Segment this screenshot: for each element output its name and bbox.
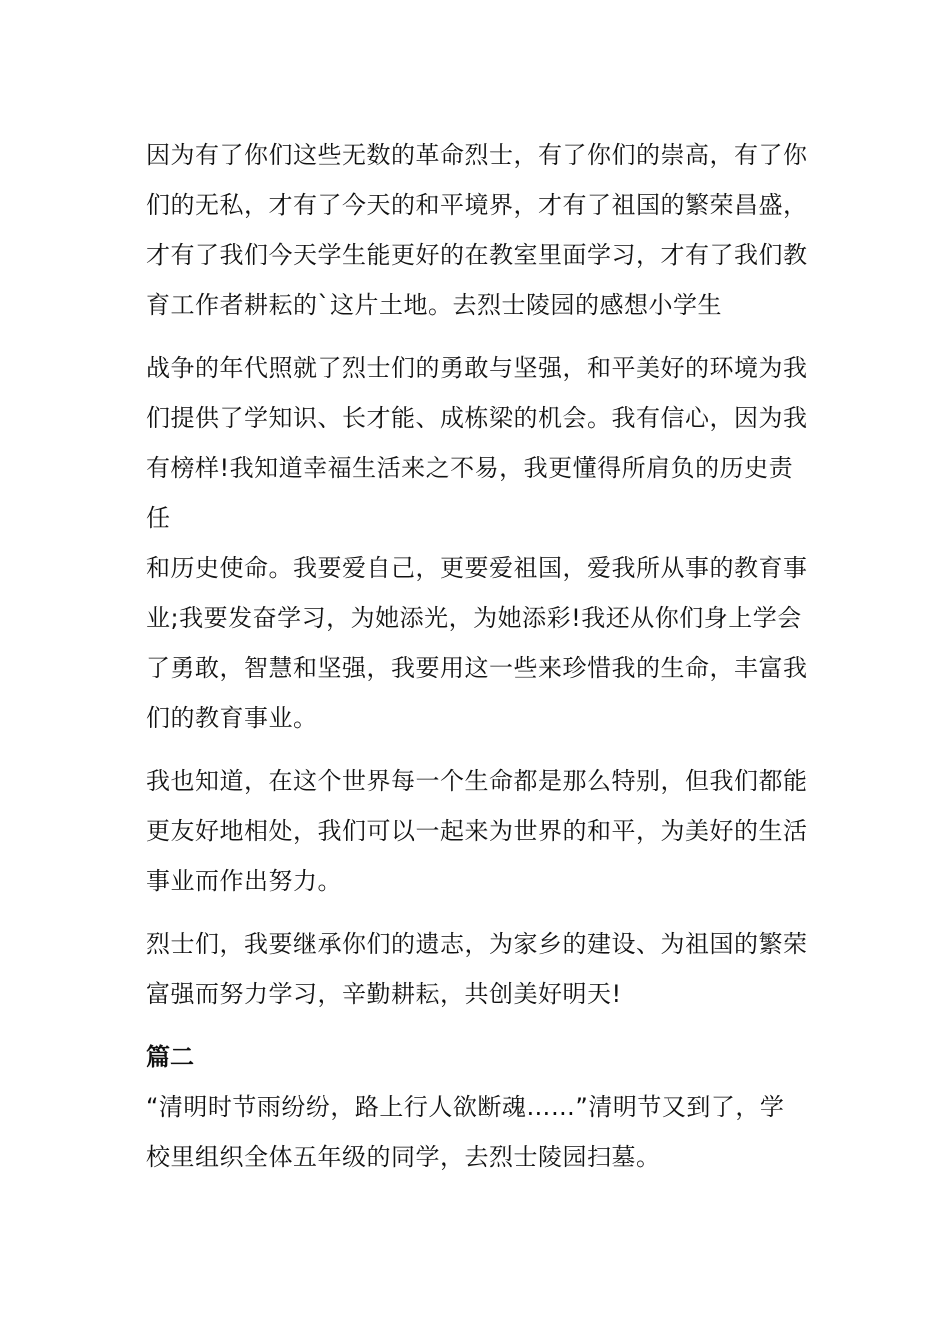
section-heading: 篇二 bbox=[146, 1043, 194, 1071]
text-line: 和历史使命。我要爱自己，更要爱祖国，爱我所从事的教育事 bbox=[146, 554, 808, 582]
text-line: 才有了我们今天学生能更好的在教室里面学习，才有了我们教 bbox=[146, 241, 808, 269]
text-line: “清明时节雨纷纷，路上行人欲断魂……”清明节又到了，学 bbox=[146, 1093, 785, 1121]
text-line: 们的无私，才有了今天的和平境界，才有了祖国的繁荣昌盛， bbox=[146, 191, 808, 219]
paragraph-2 bbox=[146, 343, 811, 743]
document-body bbox=[146, 130, 811, 1182]
text-line: 有榜样!我知道幸福生活来之不易，我更懂得所肩负的历史责任 bbox=[146, 454, 794, 532]
paragraph-3 bbox=[146, 756, 811, 906]
paragraph-4 bbox=[146, 919, 811, 1019]
paragraph-1 bbox=[146, 130, 811, 330]
text-line: 更友好地相处，我们可以一起来为世界的和平，为美好的生活 bbox=[146, 817, 808, 845]
text-line: 因为有了你们这些无数的革命烈士，有了你们的崇高，有了你 bbox=[146, 141, 808, 169]
text-line: 战争的年代照就了烈士们的勇敢与坚强，和平美好的环境为我 bbox=[146, 354, 808, 382]
text-line: 校里组织全体五年级的同学，去烈士陵园扫墓。 bbox=[146, 1143, 661, 1171]
text-line: 业;我要发奋学习，为她添光，为她添彩!我还从你们身上学会 bbox=[146, 604, 802, 632]
text-line: 们提供了学知识、长才能、成栋梁的机会。我有信心，因为我 bbox=[146, 404, 808, 432]
text-line: 事业而作出努力。 bbox=[146, 867, 342, 895]
text-line: 们的教育事业。 bbox=[146, 704, 318, 732]
text-line: 我也知道，在这个世界每一个生命都是那么特别，但我们都能 bbox=[146, 767, 808, 795]
text-line: 富强而努力学习，辛勤耕耘，共创美好明天! bbox=[146, 980, 622, 1008]
text-line: 了勇敢，智慧和坚强，我要用这一些来珍惜我的生命，丰富我 bbox=[146, 654, 808, 682]
section-paragraph bbox=[146, 1082, 811, 1182]
text-line: 育工作者耕耘的`这片土地。去烈士陵园的感想小学生 bbox=[146, 291, 722, 319]
text-line: 烈士们，我要继承你们的遗志，为家乡的建设、为祖国的繁荣 bbox=[146, 930, 808, 958]
